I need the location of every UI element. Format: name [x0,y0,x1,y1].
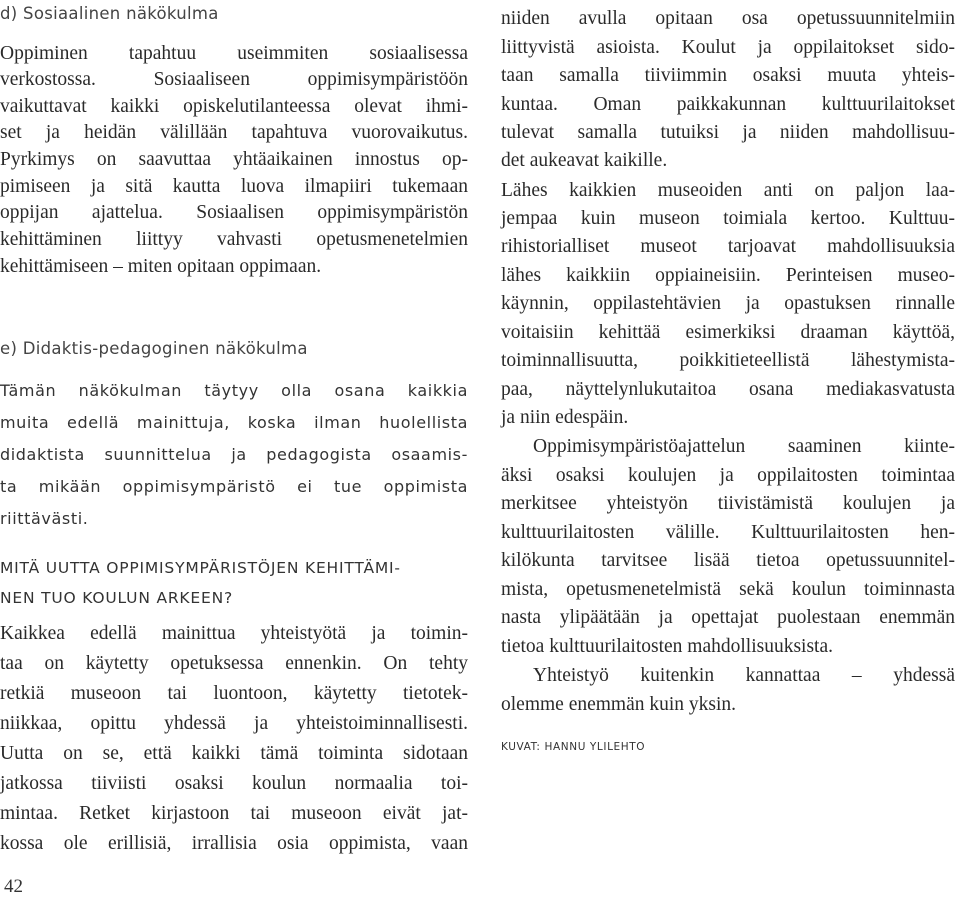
text-line: det aukeavat kaikille. [501,150,668,171]
text-line: kulttuurilaitosten välille. Kulttuurilaitosten hen- [501,522,955,543]
text-line: toiminnallisuutta, poikkitieteellistä lähestymista- [501,350,955,371]
text-line: kehittäminen liittyy vahvasti opetusmenetelmien [0,229,468,250]
text-line: niiden avulla opitaan osa opetussuunnitelmiin [501,8,955,29]
text-line: Tämän näkökulman täytyy olla osana kaikkia [0,381,468,400]
text-line: Pyrkimys on saavuttaa yhtäaikainen innostus op- [0,149,468,170]
text-line: voitaisiin kehittää esimerkiksi draaman käyttöä, [501,322,955,343]
text-line: kilökunta tarvitsee lisää tietoa opetussuunnitel- [501,550,955,571]
text-line: muita edellä mainittuja, koska ilman huolellista [0,413,468,432]
page-number: 42 [4,876,23,897]
text-line: vaikuttavat kaikki opiskelutilanteessa olevat ihmi- [0,96,468,117]
text-line: nasta ylipäätään ja opettajat puolestaan enemmän [501,607,955,628]
text-line: Kaikkea edellä mainittua yhteistyötä ja toimin- [0,623,468,644]
text-line: jatkossa tiiviisti osaksi koulun normaalia toi- [0,773,468,794]
text-line: kuntaa. Oman paikkakunnan kulttuurilaitokset [501,94,955,115]
text-line: paa, näyttelynlukutaitoa osana mediakasvatusta [501,379,955,400]
photo-credit: KUVAT: HANNU YLILEHTO [501,741,646,753]
text-line: niikkaa, opittu yhdessä ja yhteistoiminnallisesti. [0,713,468,734]
text-line: tietoa kulttuurilaitosten mahdollisuuksista. [501,636,834,657]
section-e-heading: e) Didaktis-pedagoginen näkökulma [0,339,308,358]
text-line: Lähes kaikkien museoiden anti on paljon laa- [501,180,955,201]
text-line: pimiseen ja sitä kautta luova ilmapiiri tukemaan [0,176,468,197]
text-line: verkostossa. Sosiaaliseen oppimisympäristöön [0,69,468,90]
text-line: Uutta on se, että kaikki tämä toiminta sidotaan [0,743,468,764]
text-line: Oppiminen tapahtuu useimmiten sosiaalisessa [0,43,468,64]
text-line: rihistorialliset museot tarjoavat mahdollisuuksia [501,236,955,257]
text-line: liittyvistä asioista. Koulut ja oppilaitokset sido- [501,37,955,58]
text-line: lähes kaikkiin oppiaineisiin. Perinteisen museo- [501,265,955,286]
section-d-heading: d) Sosiaalinen näkökulma [0,4,219,23]
text-line: didaktista suunnittelua ja pedagogista osaamis- [0,445,468,464]
text-line: jempaa kuin museon toimiala kertoo. Kulttuu- [501,208,955,229]
text-line: set ja heidän välillään tapahtuva vuorovaikutus. [0,122,468,143]
text-line: Oppimisympäristöajattelun saaminen kiinte- [533,436,955,457]
text-line: retkiä museoon tai luontoon, käytetty tietotek- [0,683,468,704]
text-line: mintaa. Retket kirjastoon tai museoon eivät jat- [0,803,468,824]
question-heading-line: NEN TUO KOULUN ARKEEN? [0,589,233,607]
text-line: Yhteistyö kuitenkin kannattaa – yhdessä [533,665,955,686]
text-line: taan samalla tiiviimmin osaksi muuta yhteis- [501,65,955,86]
question-heading-line: MITÄ UUTTA OPPIMISYMPÄRISTÖJEN KEHITTÄMI- [0,559,401,577]
text-line: kossa ole erillisiä, irrallisia osia oppimista, vaan [0,833,468,854]
text-line: oppijan ajattelua. Sosiaalisen oppimisympäristön [0,202,468,223]
text-line: olemme enemmän kuin yksin. [501,694,737,715]
text-line: äksi osaksi koulujen ja oppilaitosten toimintaa [501,465,955,486]
text-line: kehittämiseen – miten opitaan oppimaan. [0,256,322,277]
text-line: ja niin edespäin. [501,407,629,428]
text-line: käynnin, oppilastehtävien ja opastuksen rinnalle [501,293,955,314]
text-line: ta mikään oppimisympäristö ei tue oppimista [0,477,468,496]
text-line: tulevat samalla tutuiksi ja niiden mahdollisuu- [501,122,955,143]
text-line: merkitsee yhteistyön tiivistämistä koulujen ja [501,493,955,514]
text-line: riittävästi. [0,509,89,528]
text-line: taa on käytetty opetuksessa ennenkin. On tehty [0,653,468,674]
text-line: mista, opetusmenetelmistä sekä koulun toiminnasta [501,579,955,600]
